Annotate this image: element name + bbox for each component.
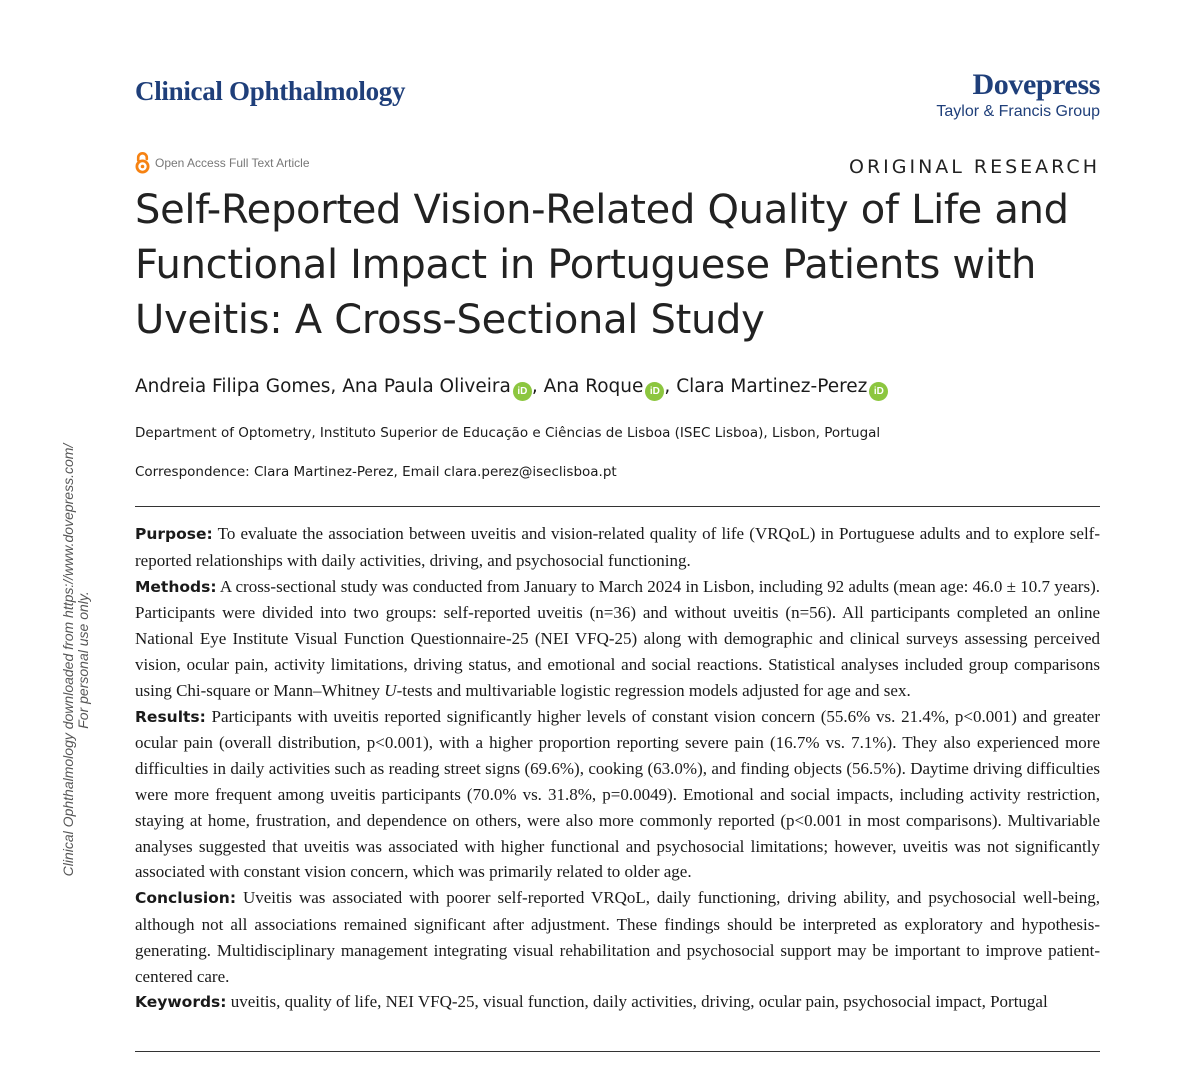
download-notice-line1: Clinical Ophthalmology downloaded from https://www.dovepress.com/ <box>60 443 76 877</box>
results-text: Participants with uveitis reported significantly higher levels of constant vision concern (55.6% vs. 21.4%, p<0.001) and greater ocular pain (overall distribution, p<0.001), with a higher proportion reporting severe pain (16.7% vs. 7.1%). They also experienced more difficulties in daily activities such as reading street signs (69.6%), cooking (63.0%), and finding objects (56.5%). Daytime driving difficulties were more frequent among uveitis participants (70.0% vs. 31.8%, p=0.0049). Emotional and social impacts, including activity restriction, staying at home, frustration, and dependence on others, were also more commonly reported (p<0.001 in most comparisons). Multivariable analyses suggested that uveitis was associated with higher functional and psychosocial limitations; however, uveitis was not significantly associated with constant vision concern, which was primarily related to older age. <box>135 706 1101 882</box>
author-name: Ana Paula Oliveira <box>342 376 511 397</box>
download-notice-line2: For personal use only. <box>75 591 91 729</box>
author-name: Clara Martinez-Perez <box>676 376 868 397</box>
open-access-label <box>135 152 310 174</box>
methods-label: Methods: <box>135 577 217 596</box>
divider <box>135 506 1100 507</box>
results-label: Results: <box>135 707 206 726</box>
publisher-name: Dovepress <box>972 68 1100 101</box>
keywords-label: Keywords: <box>135 993 227 1012</box>
abstract-keywords <box>135 989 1100 1016</box>
affiliation: Department of Optometry, Instituto Superior de Educação e Ciências de Lisboa (ISEC Lisboa), Lisbon, Portugal <box>135 425 881 441</box>
methods-italic: U <box>384 680 397 700</box>
methods-text: A cross-sectional study was conducted from January to March 2024 in Lisbon, including 92 adults (mean age: 46.0 ± 10.7 years). Participants were divided into two groups: self-reported uveitis (n=36) and without uveitis (n=56). All participants completed an online National Eye Institute Visual Function Questionnaire-25 (NEI VFQ-25) along with demographic and clinical surveys assessing perceived vision, ocular pain, activity limitations, driving status, and emotional and social reactions. Statistical analyses included group comparisons using Chi-square or Mann–Whitney <box>135 576 1101 700</box>
conclusion-label: Conclusion: <box>135 889 237 908</box>
article-type: ORIGINAL RESEARCH <box>848 156 1100 178</box>
correspondence: Correspondence: Clara Martinez-Perez, Email clara.perez@iseclisboa.pt <box>135 464 617 480</box>
keywords-text: uveitis, quality of life, NEI VFQ-25, visual function, daily activities, driving, ocular pain, psychosocial impact, Portugal <box>230 992 1048 1012</box>
conclusion-text: Uveitis was associated with poorer self-reported VRQoL, daily functioning, driving ability, and psychosocial well-being, although not all associations remained significant after adjustment. These findings should be interpreted as exploratory and hypothesis-generating. Multidisciplinary management integrating visual rehabilitation and psychosocial support may be important to improve patient-centered care. <box>135 888 1100 986</box>
purpose-text: To evaluate the association between uveitis and vision-related quality of life (VRQoL) in Portuguese adults and to explore self-reported relationships with daily activities, driving, and psychosocial functioning. <box>135 524 1100 570</box>
author-separator: , <box>664 376 671 397</box>
open-access-text: Open Access Full Text Article <box>155 156 310 170</box>
article-title: Self-Reported Vision-Related Quality of Life and Functional Impact in Portuguese Patients with Uveitis: A Cross-Sectional Study <box>135 187 1069 343</box>
author-list <box>135 376 888 401</box>
author-name: Andreia Filipa Gomes, <box>135 376 337 397</box>
journal-name: Clinical Ophthalmology <box>135 76 406 106</box>
author-separator: , <box>531 376 538 397</box>
methods-text-end: -tests and multivariable logistic regression models adjusted for age and sex. <box>396 680 911 700</box>
abstract <box>135 521 1100 1016</box>
open-access-icon <box>135 152 150 174</box>
publisher-group: Taylor & Francis Group <box>936 103 1100 120</box>
author-name: Ana Roque <box>543 376 644 397</box>
abstract-results <box>135 704 1100 886</box>
orcid-icon[interactable]: iD <box>513 382 532 401</box>
divider <box>135 1051 1100 1052</box>
orcid-icon[interactable]: iD <box>645 382 664 401</box>
abstract-methods <box>135 574 1100 704</box>
download-notice <box>61 444 91 877</box>
purpose-label: Purpose: <box>135 525 213 543</box>
publisher-logo <box>936 68 1100 122</box>
orcid-icon[interactable]: iD <box>869 382 888 401</box>
abstract-conclusion <box>135 885 1100 989</box>
abstract-purpose <box>135 521 1100 574</box>
